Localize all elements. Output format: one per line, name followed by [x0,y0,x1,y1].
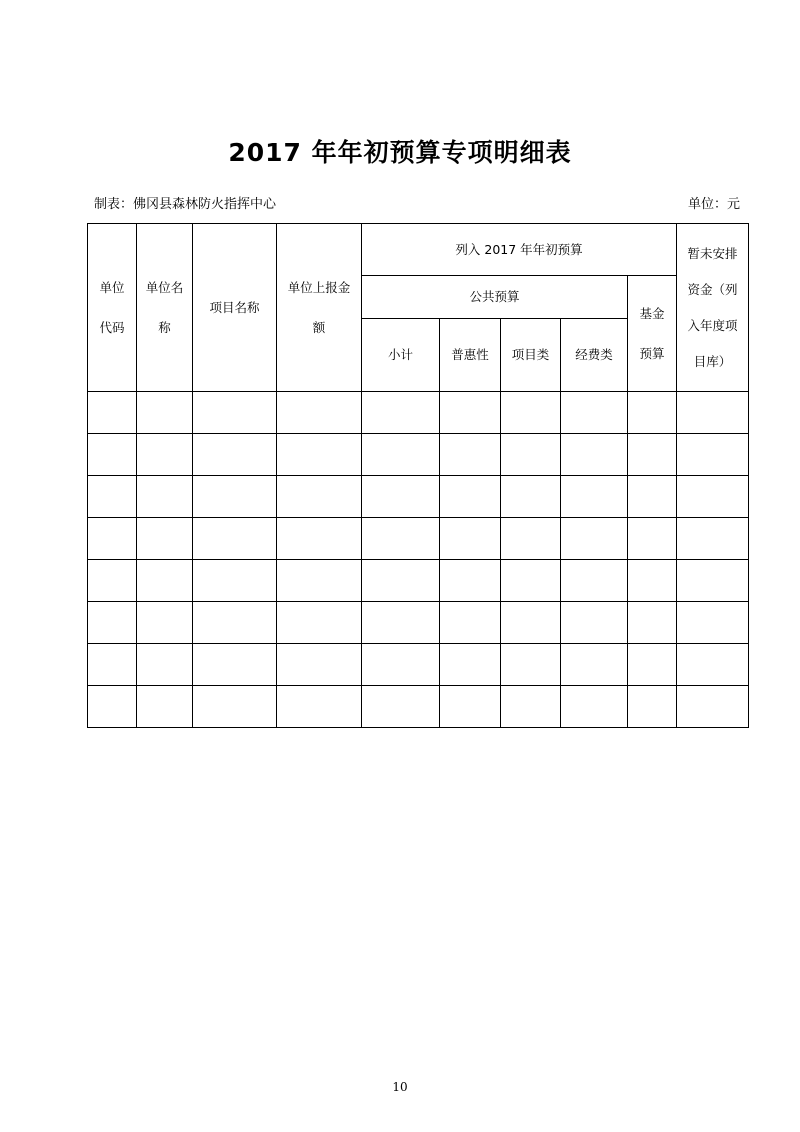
table-cell [440,392,501,434]
table-cell [362,476,440,518]
table-cell [628,602,677,644]
budget-table [87,223,749,728]
table-row [88,602,749,644]
table-cell [677,644,749,686]
header-reported-amount: 单位上报金 额 [277,224,362,392]
table-cell [277,476,362,518]
table-cell [501,644,561,686]
header-public-budget: 公共预算 [362,276,628,319]
table-cell [561,560,628,602]
table-cell [501,476,561,518]
table-cell [561,644,628,686]
table-cell [193,602,277,644]
table-cell [88,686,137,728]
unit-label: 单位：元 [688,197,741,212]
table-cell [628,476,677,518]
table-cell [501,392,561,434]
table-cell [193,476,277,518]
table-cell [137,518,193,560]
header-included-budget: 列入 2017 年年初预算 [362,224,677,276]
table-row [88,686,749,728]
table-cell [677,560,749,602]
table-cell [501,686,561,728]
table-cell [501,518,561,560]
table-cell [440,602,501,644]
table-cell [137,602,193,644]
table-cell [677,518,749,560]
table-row [88,518,749,560]
table-cell [88,392,137,434]
table-cell [362,560,440,602]
table-cell [440,476,501,518]
header-project-type: 项目类 [501,319,561,392]
table-cell [561,476,628,518]
table-cell [88,602,137,644]
table-cell [628,518,677,560]
table-cell [561,518,628,560]
header-row-1 [88,224,749,276]
table-row [88,560,749,602]
table-cell [88,434,137,476]
table-cell [137,392,193,434]
table-cell [362,602,440,644]
table-body [88,392,749,728]
header-unit-code: 单位 代码 [88,224,137,392]
table-cell [440,560,501,602]
header-unit-name: 单位名 称 [137,224,193,392]
table-cell [193,434,277,476]
table-cell [628,560,677,602]
table-row [88,476,749,518]
table-cell [193,686,277,728]
table-cell [628,434,677,476]
table-cell [88,644,137,686]
table-cell [501,434,561,476]
table-cell [277,686,362,728]
table-cell [440,644,501,686]
table-cell [628,392,677,434]
table-cell [277,518,362,560]
table-cell [628,686,677,728]
page-number: 10 [392,1080,408,1094]
table-cell [677,602,749,644]
table-cell [440,434,501,476]
table-row [88,434,749,476]
table-cell [362,644,440,686]
table-cell [193,560,277,602]
table-cell [440,518,501,560]
table-cell [277,560,362,602]
table-cell [561,602,628,644]
table-cell [677,434,749,476]
header-inclusive: 普惠性 [440,319,501,392]
table-cell [277,434,362,476]
table-cell [88,518,137,560]
table-cell [501,560,561,602]
table-cell [88,560,137,602]
document-title: 2017 年年初预算专项明细表 [228,138,572,167]
prepared-by: 制表：佛冈县森林防火指挥中心 [94,197,277,212]
table-cell [362,434,440,476]
table-cell [193,644,277,686]
table-cell [137,476,193,518]
table-cell [88,476,137,518]
header-project-name: 项目名称 [193,224,277,392]
table-cell [561,392,628,434]
table-cell [440,686,501,728]
table-cell [677,392,749,434]
table-cell [277,644,362,686]
table-cell [501,602,561,644]
header-expense-type: 经费类 [561,319,628,392]
table-cell [677,686,749,728]
table-cell [137,434,193,476]
table-row [88,644,749,686]
table-cell [193,518,277,560]
table-cell [362,518,440,560]
table-cell [277,392,362,434]
header-fund-budget: 基金 预算 [628,276,677,392]
header-unallocated: 暂未安排 资金（列 入年度项 目库） [677,224,749,392]
table-cell [193,392,277,434]
table-cell [362,392,440,434]
table-cell [677,476,749,518]
table-cell [137,560,193,602]
table-cell [561,434,628,476]
table-cell [628,644,677,686]
table-cell [137,686,193,728]
table-cell [362,686,440,728]
table-cell [277,602,362,644]
table-cell [561,686,628,728]
header-subtotal: 小计 [362,319,440,392]
table-row [88,392,749,434]
table-cell [137,644,193,686]
